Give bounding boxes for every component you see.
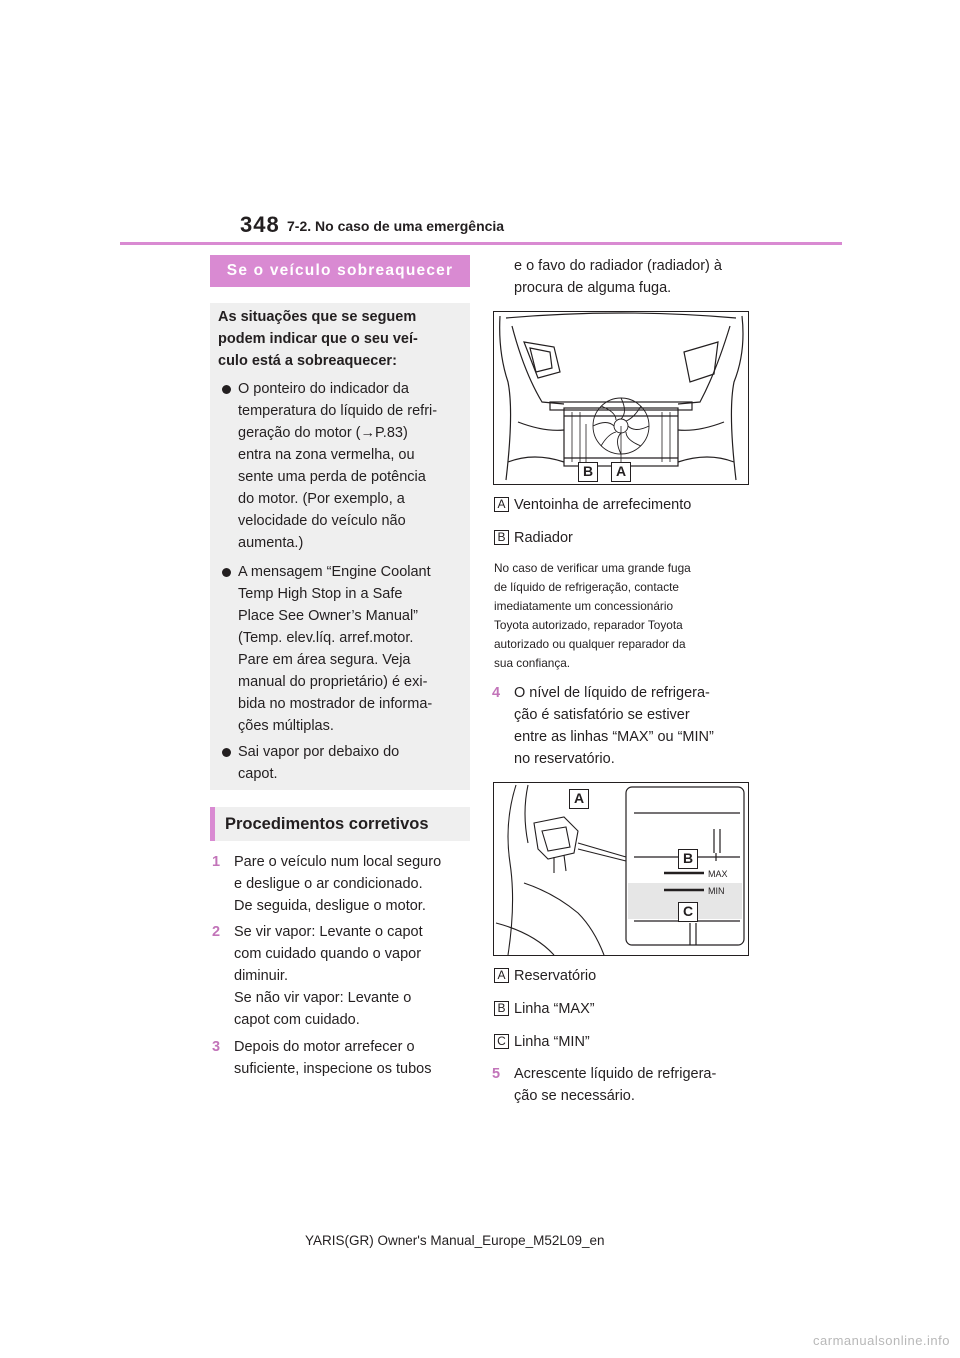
text-line: suficiente, inspecione os tubos — [234, 1061, 432, 1077]
chapter-title: 7-2. No caso de uma emergência — [287, 218, 505, 234]
header-divider — [120, 242, 842, 245]
legend-label: Reservatório — [514, 968, 597, 984]
text-line: Se não vir vapor: Levante o — [234, 990, 412, 1006]
legend-key: C — [494, 1034, 509, 1049]
text-line: O ponteiro do indicador da — [238, 381, 409, 397]
note-line: imediatamente um concessionário — [494, 599, 674, 613]
text-line: O nível de líquido de refrigera- — [514, 685, 710, 701]
note-line: autorizado ou qualquer reparador da — [494, 637, 686, 651]
callout-b: B — [678, 849, 698, 869]
note-line: Toyota autorizado, reparador Toyota — [494, 618, 683, 632]
text-line: Acrescente líquido de refrigera- — [514, 1066, 717, 1082]
min-mark: MIN — [708, 886, 725, 896]
callout-b: B — [578, 462, 598, 482]
step-1 — [212, 851, 470, 917]
step-5 — [492, 1063, 754, 1107]
text-line: capot com cuidado. — [234, 1012, 360, 1028]
text-line: bida no mostrador de informa- — [238, 696, 433, 712]
page-number: 348 — [240, 212, 280, 237]
max-mark: MAX — [708, 869, 728, 879]
symptom-item — [222, 378, 466, 554]
legend-item — [494, 529, 754, 547]
legend-item — [494, 1000, 754, 1018]
legend-key: A — [494, 968, 509, 983]
step-number: 1 — [212, 854, 221, 870]
text-line: Place See Owner’s Manual” — [238, 608, 418, 624]
text-line: temperatura do líquido de refri- — [238, 403, 438, 419]
reservoir-illustration — [494, 783, 748, 955]
text-line: manual do proprietário) é exi- — [238, 674, 428, 690]
text-line: Pare o veículo num local seguro — [234, 854, 442, 870]
step-3-continuation — [514, 255, 754, 299]
legend-label: Radiador — [514, 530, 573, 546]
text-line: procura de alguma fuga. — [514, 280, 672, 296]
engine-bay-illustration — [494, 312, 748, 484]
text-line: e desligue o ar condicionado. — [234, 876, 423, 892]
symptoms-intro — [218, 306, 466, 372]
text-line: aumenta.) — [238, 535, 304, 551]
legend-key: B — [494, 1001, 509, 1016]
text-line: Se vir vapor: Levante o capot — [234, 924, 423, 940]
text-line: Sai vapor por debaixo do — [238, 744, 400, 760]
text-line: entra na zona vermelha, ou — [238, 447, 415, 463]
note-line: sua confiança. — [494, 656, 571, 670]
bullet-icon — [222, 385, 231, 394]
legend-key: B — [494, 530, 509, 545]
intro-line: As situações que se seguem — [218, 309, 417, 325]
legend-label: Ventoinha de arrefecimento — [514, 497, 692, 513]
legend-label: Linha “MAX” — [514, 1001, 595, 1017]
legend-item — [494, 496, 754, 514]
text-line: De seguida, desligue o motor. — [234, 898, 426, 914]
legend-item — [494, 1033, 754, 1051]
legend-key: A — [494, 497, 509, 512]
text-line: Depois do motor arrefecer o — [234, 1039, 415, 1055]
symptom-item — [222, 561, 466, 737]
step-4 — [492, 682, 754, 770]
section-title: Se o veículo sobreaquecer — [210, 255, 470, 287]
intro-line: podem indicar que o seu veí- — [218, 331, 418, 347]
text-line: (Temp. elev.líq. arref.motor. — [238, 630, 414, 646]
text-line: velocidade do veículo não — [238, 513, 406, 529]
text-line: do motor. (Por exemplo, a — [238, 491, 405, 507]
text-line: geração do motor (→P.83) — [238, 425, 408, 441]
symptom-item — [222, 741, 466, 785]
text-line: Pare em área segura. Veja — [238, 652, 411, 668]
text-line: A mensagem “Engine Coolant — [238, 564, 431, 580]
step-number: 4 — [492, 685, 501, 701]
text-line: e o favo do radiador (radiador) à — [514, 258, 722, 274]
text-line: com cuidado quando o vapor — [234, 946, 422, 962]
text-line: ção se necessário. — [514, 1088, 635, 1104]
text-line: ção é satisfatório se estiver — [514, 707, 690, 723]
note-line: de líquido de refrigeração, contacte — [494, 580, 679, 594]
procedures-heading: Procedimentos corretivos — [210, 807, 470, 841]
callout-c: C — [678, 902, 698, 922]
step-2 — [212, 921, 470, 1031]
text-line: ções múltiplas. — [238, 718, 334, 734]
step-number: 2 — [212, 924, 221, 940]
footer-manual-id: YARIS(GR) Owner's Manual_Europe_M52L09_en — [305, 1233, 605, 1248]
text-line: no reservatório. — [514, 751, 615, 767]
text-line: Temp High Stop in a Safe — [238, 586, 403, 602]
note-line: No caso de verificar uma grande fuga — [494, 561, 691, 575]
text-line: sente uma perda de potência — [238, 469, 426, 485]
text-line: capot. — [238, 766, 278, 782]
intro-line: culo está a sobreaquecer: — [218, 353, 397, 369]
engine-bay-figure — [493, 311, 749, 485]
watermark: carmanualsonline.info — [813, 1333, 950, 1348]
bullet-icon — [222, 568, 231, 577]
step-number: 5 — [492, 1066, 501, 1082]
step-3 — [212, 1036, 470, 1080]
coolant-leak-note — [494, 559, 754, 673]
callout-a: A — [611, 462, 631, 482]
legend-label: Linha “MIN” — [514, 1034, 590, 1050]
bullet-icon — [222, 748, 231, 757]
text-line: diminuir. — [234, 968, 288, 984]
text-line: entre as linhas “MAX” ou “MIN” — [514, 729, 714, 745]
reservoir-figure — [493, 782, 749, 956]
step-number: 3 — [212, 1039, 221, 1055]
callout-a: A — [569, 789, 589, 809]
legend-item — [494, 967, 754, 985]
